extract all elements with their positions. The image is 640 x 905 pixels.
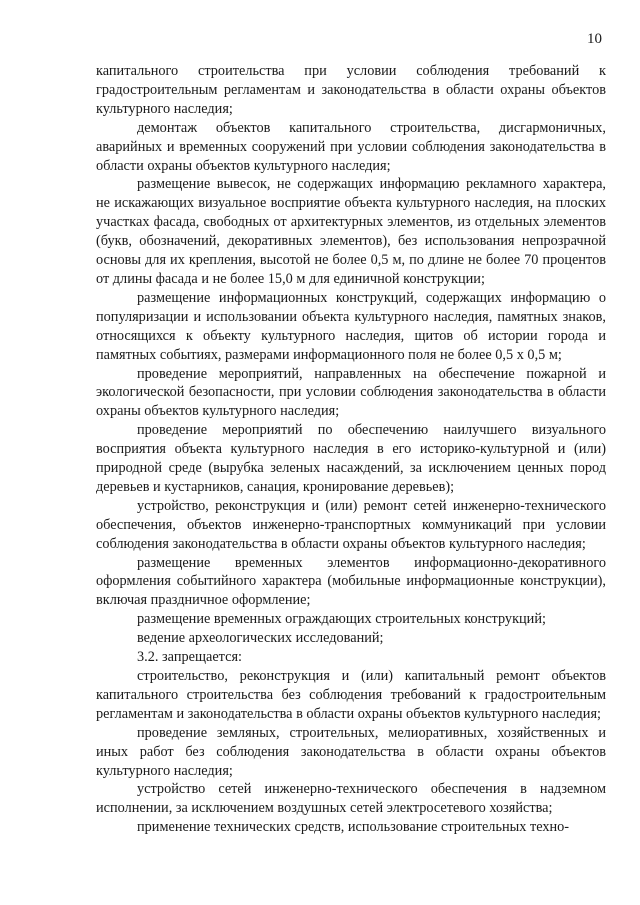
paragraph: размещение вывесок, не содержащих информацию рекламного характера, не искажающих визуальное восприятие объекта культурного наследия, на плоских участках фасада, свободных от архитектурных элементов, из отдельных элементов (букв, обозначений, декоративных элементов), без использования непрозрачной основы для их крепления, высотой не более 0,5 м, по длине не более 70 процентов от длины фасада и не более 15,0 м для единичной конструкции;: [96, 176, 606, 287]
paragraph: строительство, реконструкция и (или) капитальный ремонт объектов капитального строительства без соблюдения требований к градостроительным регламентам и законодательства в области охраны объектов культурного наследия;: [96, 668, 606, 722]
page-number: 10: [587, 31, 602, 47]
paragraph: проведение мероприятий, направленных на обеспечение пожарной и экологической безопасности, при условии соблюдения законодательства в области охраны объектов культурного наследия;: [96, 365, 606, 420]
body-text: [96, 62, 606, 837]
paragraph: размещение временных элементов информационно-декоративного оформления событийного характера (мобильные информационные конструкции), включая праздничное оформление;: [96, 554, 606, 609]
paragraph: размещение временных ограждающих строительных конструкций;: [137, 611, 546, 628]
paragraph: устройство сетей инженерно-технического обеспечения в надземном исполнении, за исключением воздушных сетей электросетевого хозяйства;: [96, 781, 606, 817]
paragraph: проведение земляных, строительных, мелиоративных, хозяйственных и иных работ без соблюдения законодательства в области охраны объектов культурного наследия;: [96, 724, 606, 779]
paragraph: капитального строительства при условии соблюдения требований к градостроительным регламентам и законодательства в области охраны объектов культурного наследия;: [96, 63, 606, 117]
paragraph: ведение археологических исследований;: [137, 630, 384, 647]
paragraph: проведение мероприятий по обеспечению наилучшего визуального восприятия объекта культурного наследия в его историко-культурной и (или) природной среде (вырубка зеленых насаждений, за исключением ценных пород деревьев и кустарников, санация, кронирование деревьев);: [96, 422, 606, 495]
section-heading: 3.2. запрещается:: [137, 649, 242, 666]
paragraph: применение технических средств, использование строительных техно-: [137, 819, 570, 836]
paragraph: демонтаж объектов капитального строительства, дисгармоничных, аварийных и временных сооружений при условии соблюдения законодательства в области охраны объектов культурного наследия;: [96, 119, 606, 174]
paragraph: размещение информационных конструкций, содержащих информацию о популяризации и использовании объекта культурного наследия, памятных знаков, относящихся к объекту культурного наследия, щитов об истории города и памятных событиях, размерами информационного поля не более 0,5 х 0,5 м;: [96, 289, 606, 363]
paragraph: устройство, реконструкция и (или) ремонт сетей инженерно-технического обеспечения, объектов инженерно-транспортных коммуникаций при условии соблюдения законодательства в области охраны объектов культурного наследия;: [96, 497, 606, 552]
